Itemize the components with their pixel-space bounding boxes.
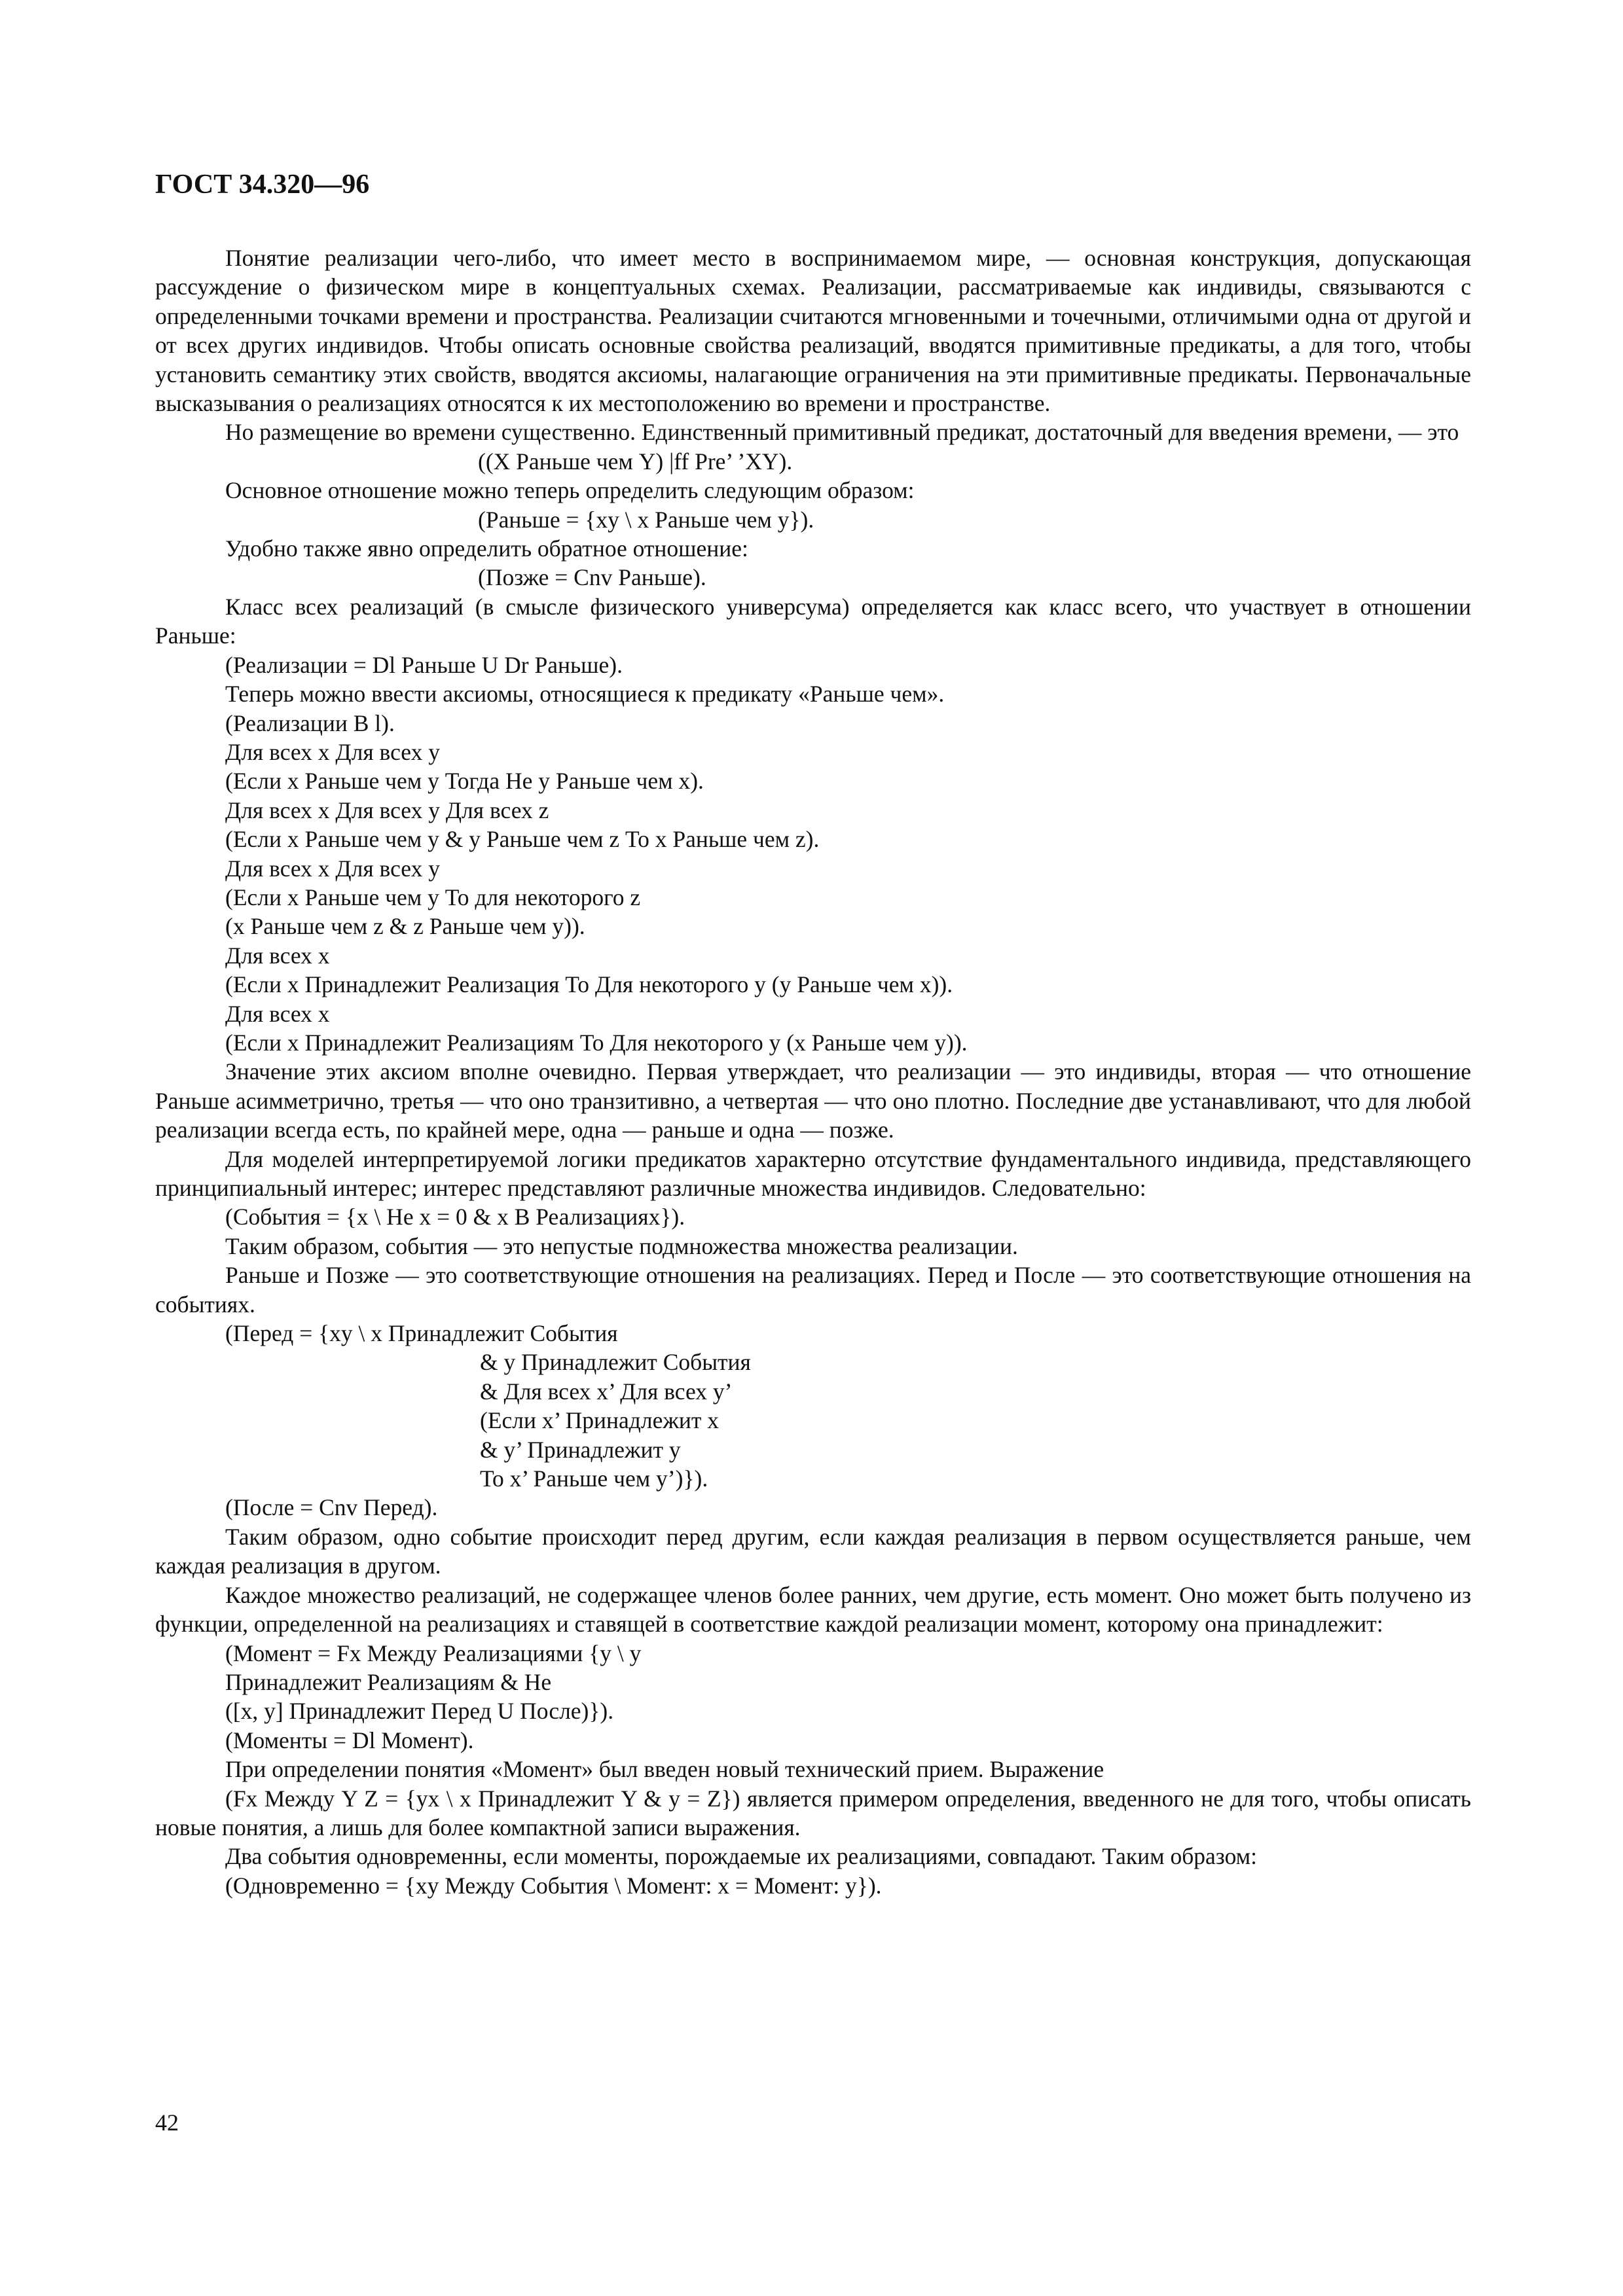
text-line: (Моменты = Dl Момент). — [225, 1727, 474, 1753]
text-line: (Реализации B l). — [225, 709, 395, 736]
text-line: Таким образом, события — это непустые подмножества множества реализации. — [225, 1232, 1018, 1259]
text-line: Теперь можно ввести аксиомы, относящиеся к предикату «Раньше чем». — [225, 681, 945, 708]
paragraph: Для моделей интерпретируемой логики предикатов характерно отсутствие фундаментального индивида, представляющего принципиальный интерес; интерес представляют различные множества индивидов. Следовательно: — [155, 1145, 1471, 1201]
text-line: Для всех x — [225, 942, 330, 969]
text-line: (Реализации = Dl Раньше U Dr Раньше). — [225, 651, 623, 678]
text-line-indented: & y’ Принадлежит y — [480, 1436, 681, 1463]
text-line: (После = Cnv Перед). — [225, 1494, 438, 1521]
text-line: Для всех x Для всех y Для всех z — [225, 797, 549, 823]
paragraph: Класс всех реализаций (в смысле физического универсума) определяется как класс всего, что участвует в отношении Раньше: — [155, 593, 1471, 649]
text-line: (Если x Раньше чем y & y Раньше чем z То x Раньше чем z). — [225, 826, 820, 853]
text-line: (x Раньше чем z & z Раньше чем y)). — [225, 913, 585, 940]
text-line: (Перед = {xy \ x Принадлежит События — [225, 1320, 618, 1347]
formula-line: (Раньше = {xy \ x Раньше чем y}). — [478, 506, 814, 533]
text-line: (Если x Раньше чем y Тогда Не y Раньше чем x). — [225, 768, 704, 795]
text-line-indented: (Если x’ Принадлежит x — [480, 1407, 720, 1434]
paragraph: Но размещение во времени существенно. Единственный примитивный предикат, достаточный для введения времени, — это — [225, 419, 1459, 446]
paragraph: (Fx Между Y Z = {yx \ x Принадлежит Y & y = Z}) является примером определения, введенного не для того, чтобы описать новые понятия, а лишь для более компактной записи выражения. — [155, 1785, 1471, 1840]
document-header: ГОСТ 34.320—96 — [155, 170, 370, 200]
text-line: (Если x Принадлежит Реализациям То Для некоторого y (x Раньше чем y)). — [225, 1029, 968, 1056]
paragraph: Таким образом, одно событие происходит перед другим, если каждая реализация в первом осуществляется раньше, чем каждая реализация в другом. — [155, 1523, 1471, 1579]
paragraph: Понятие реализации чего-либо, что имеет место в воспринимаемом мире, — основная конструкция, допускающая рассуждение о физическом мире в концептуальных схемах. Реализации, рассматриваемые как индивиды, связываются с определенными точками времени и пространства. Реализации считаются мгновенными и точечными, отличимыми одна от другой и от всех других индивидов. Чтобы описать основные свойства реализаций, вводятся примитивные предикаты, а для того, чтобы установить семантику этих свойств, вводятся аксиомы, налагающие ограничения на эти примитивные предикаты. Первоначальные высказывания о реализациях относятся к их местоположению во времени и пространстве. — [155, 245, 1471, 417]
paragraph: Каждое множество реализаций, не содержащее членов более ранних, чем другие, есть момент. Оно может быть получено из функции, определенной на реализациях и ставящей в соответствие каждой реализации момент, которому она принадлежит: — [155, 1581, 1471, 1638]
text-line: Принадлежит Реализациям & Не — [225, 1668, 552, 1695]
paragraph: Раньше и Позже — это соответствующие отношения на реализациях. Перед и После — это соответствующие отношения на событиях. — [155, 1262, 1471, 1318]
text-line-indented: То x’ Раньше чем y’)}). — [480, 1465, 708, 1492]
text-line: При определении понятия «Момент» был введен новый технический прием. Выражение — [225, 1756, 1104, 1783]
text-line: Основное отношение можно теперь определить следующим образом: — [225, 477, 915, 504]
text-line: (Момент = Fx Между Реализациями {y \ y — [225, 1640, 642, 1666]
text-line: (События = {x \ Не x = 0 & x В Реализациях}). — [225, 1204, 685, 1230]
page-number: 42 — [155, 2109, 179, 2136]
document-body — [155, 243, 1471, 1900]
text-line: Удобно также явно определить обратное отношение: — [225, 535, 748, 562]
text-line: Для всех x Для всех y — [225, 855, 440, 882]
formula-line: (Позже = Cnv Раньше). — [478, 564, 706, 591]
text-line: (Если x Принадлежит Реализация То Для некоторого y (y Раньше чем x)). — [225, 971, 953, 998]
text-line: ([x, y] Принадлежит Перед U После)}). — [225, 1698, 614, 1725]
text-line: (Если x Раньше чем y То для некоторого z — [225, 884, 641, 910]
text-line: Два события одновременны, если моменты, порождаемые их реализациями, совпадают. Таким образом: — [225, 1843, 1258, 1870]
paragraph: Значение этих аксиом вполне очевидно. Первая утверждает, что реализации — это индивиды, вторая — что отношение Раньше асимметрично, третья — что оно транзитивно, а четвертая — что оно плотно. Последние две устанавливают, что для любой реализации всегда есть, по крайней мере, одна — раньше и одна — позже. — [155, 1058, 1471, 1143]
text-line: Для всех x Для всех y — [225, 738, 440, 765]
text-line-indented: & y Принадлежит События — [480, 1349, 751, 1376]
text-line-indented: & Для всех x’ Для всех y’ — [480, 1378, 733, 1405]
text-line: Для всех x — [225, 1000, 330, 1027]
formula-line: ((X Раньше чем Y) |ff Pre’ ’XY). — [478, 448, 793, 475]
text-line: (Одновременно = {xy Между События \ Момент: x = Момент: y}). — [225, 1872, 882, 1899]
